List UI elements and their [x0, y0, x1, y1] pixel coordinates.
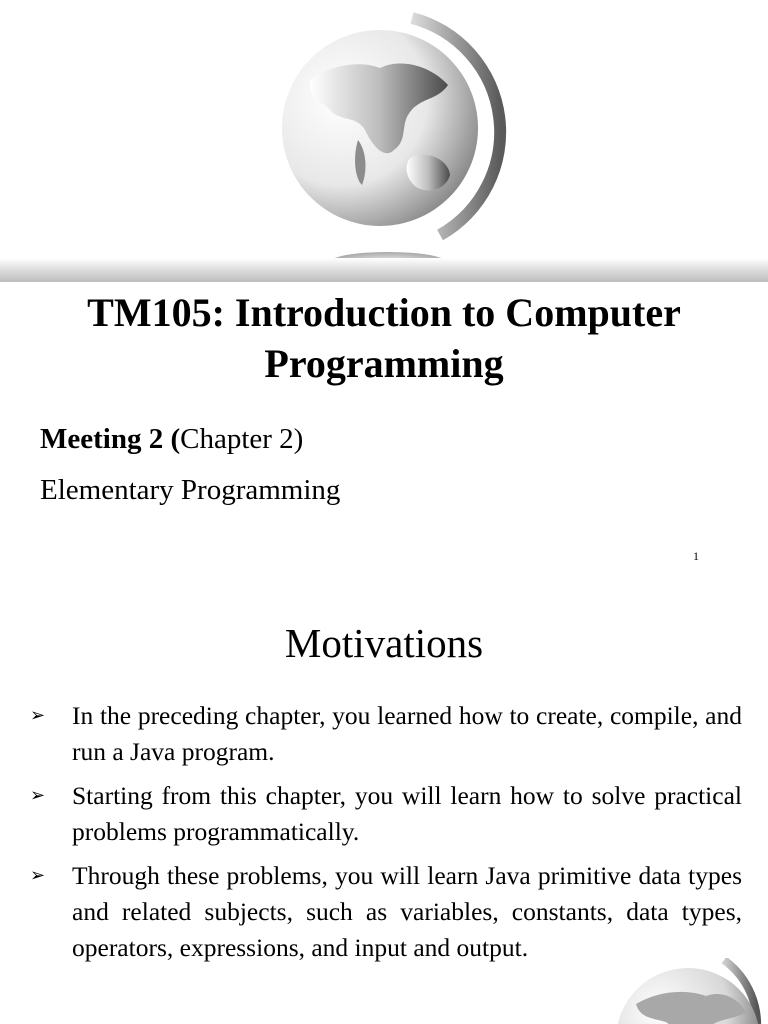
list-item — [30, 778, 742, 850]
decorative-band — [0, 258, 768, 282]
meeting-label — [40, 421, 303, 457]
slide-2 — [0, 590, 768, 1024]
slide-heading: Motivations — [284, 620, 484, 666]
bullet-text: Starting from this chapter, you will learn how to solve practical problems programmatically. — [72, 781, 742, 846]
arrow-bullet-icon: ➢ — [30, 705, 46, 726]
globe-icon — [270, 10, 510, 280]
title-line-2: Programming — [264, 341, 504, 386]
corner-globe-icon — [596, 958, 766, 1024]
bullet-text: In the preceding chapter, you learned how to create, compile, and run a Java program. — [72, 701, 742, 766]
arrow-bullet-icon: ➢ — [30, 865, 46, 886]
slide-title — [20, 287, 748, 389]
meeting-chapter: Chapter 2) — [180, 423, 304, 455]
slide-subtitle: Elementary Programming — [40, 474, 341, 506]
list-item — [30, 858, 742, 966]
meeting-bold: Meeting 2 ( — [40, 423, 181, 455]
bullet-text: Through these problems, you will learn Java primitive data types and related subjects, such as variables, constants, data types, operators, expressions, and input and output. — [72, 861, 742, 962]
arrow-bullet-icon: ➢ — [30, 785, 46, 806]
list-item — [30, 698, 742, 770]
page-number: 1 — [693, 549, 699, 563]
bullet-list — [30, 698, 742, 974]
title-line-1: TM105: Introduction to Computer — [87, 290, 681, 335]
